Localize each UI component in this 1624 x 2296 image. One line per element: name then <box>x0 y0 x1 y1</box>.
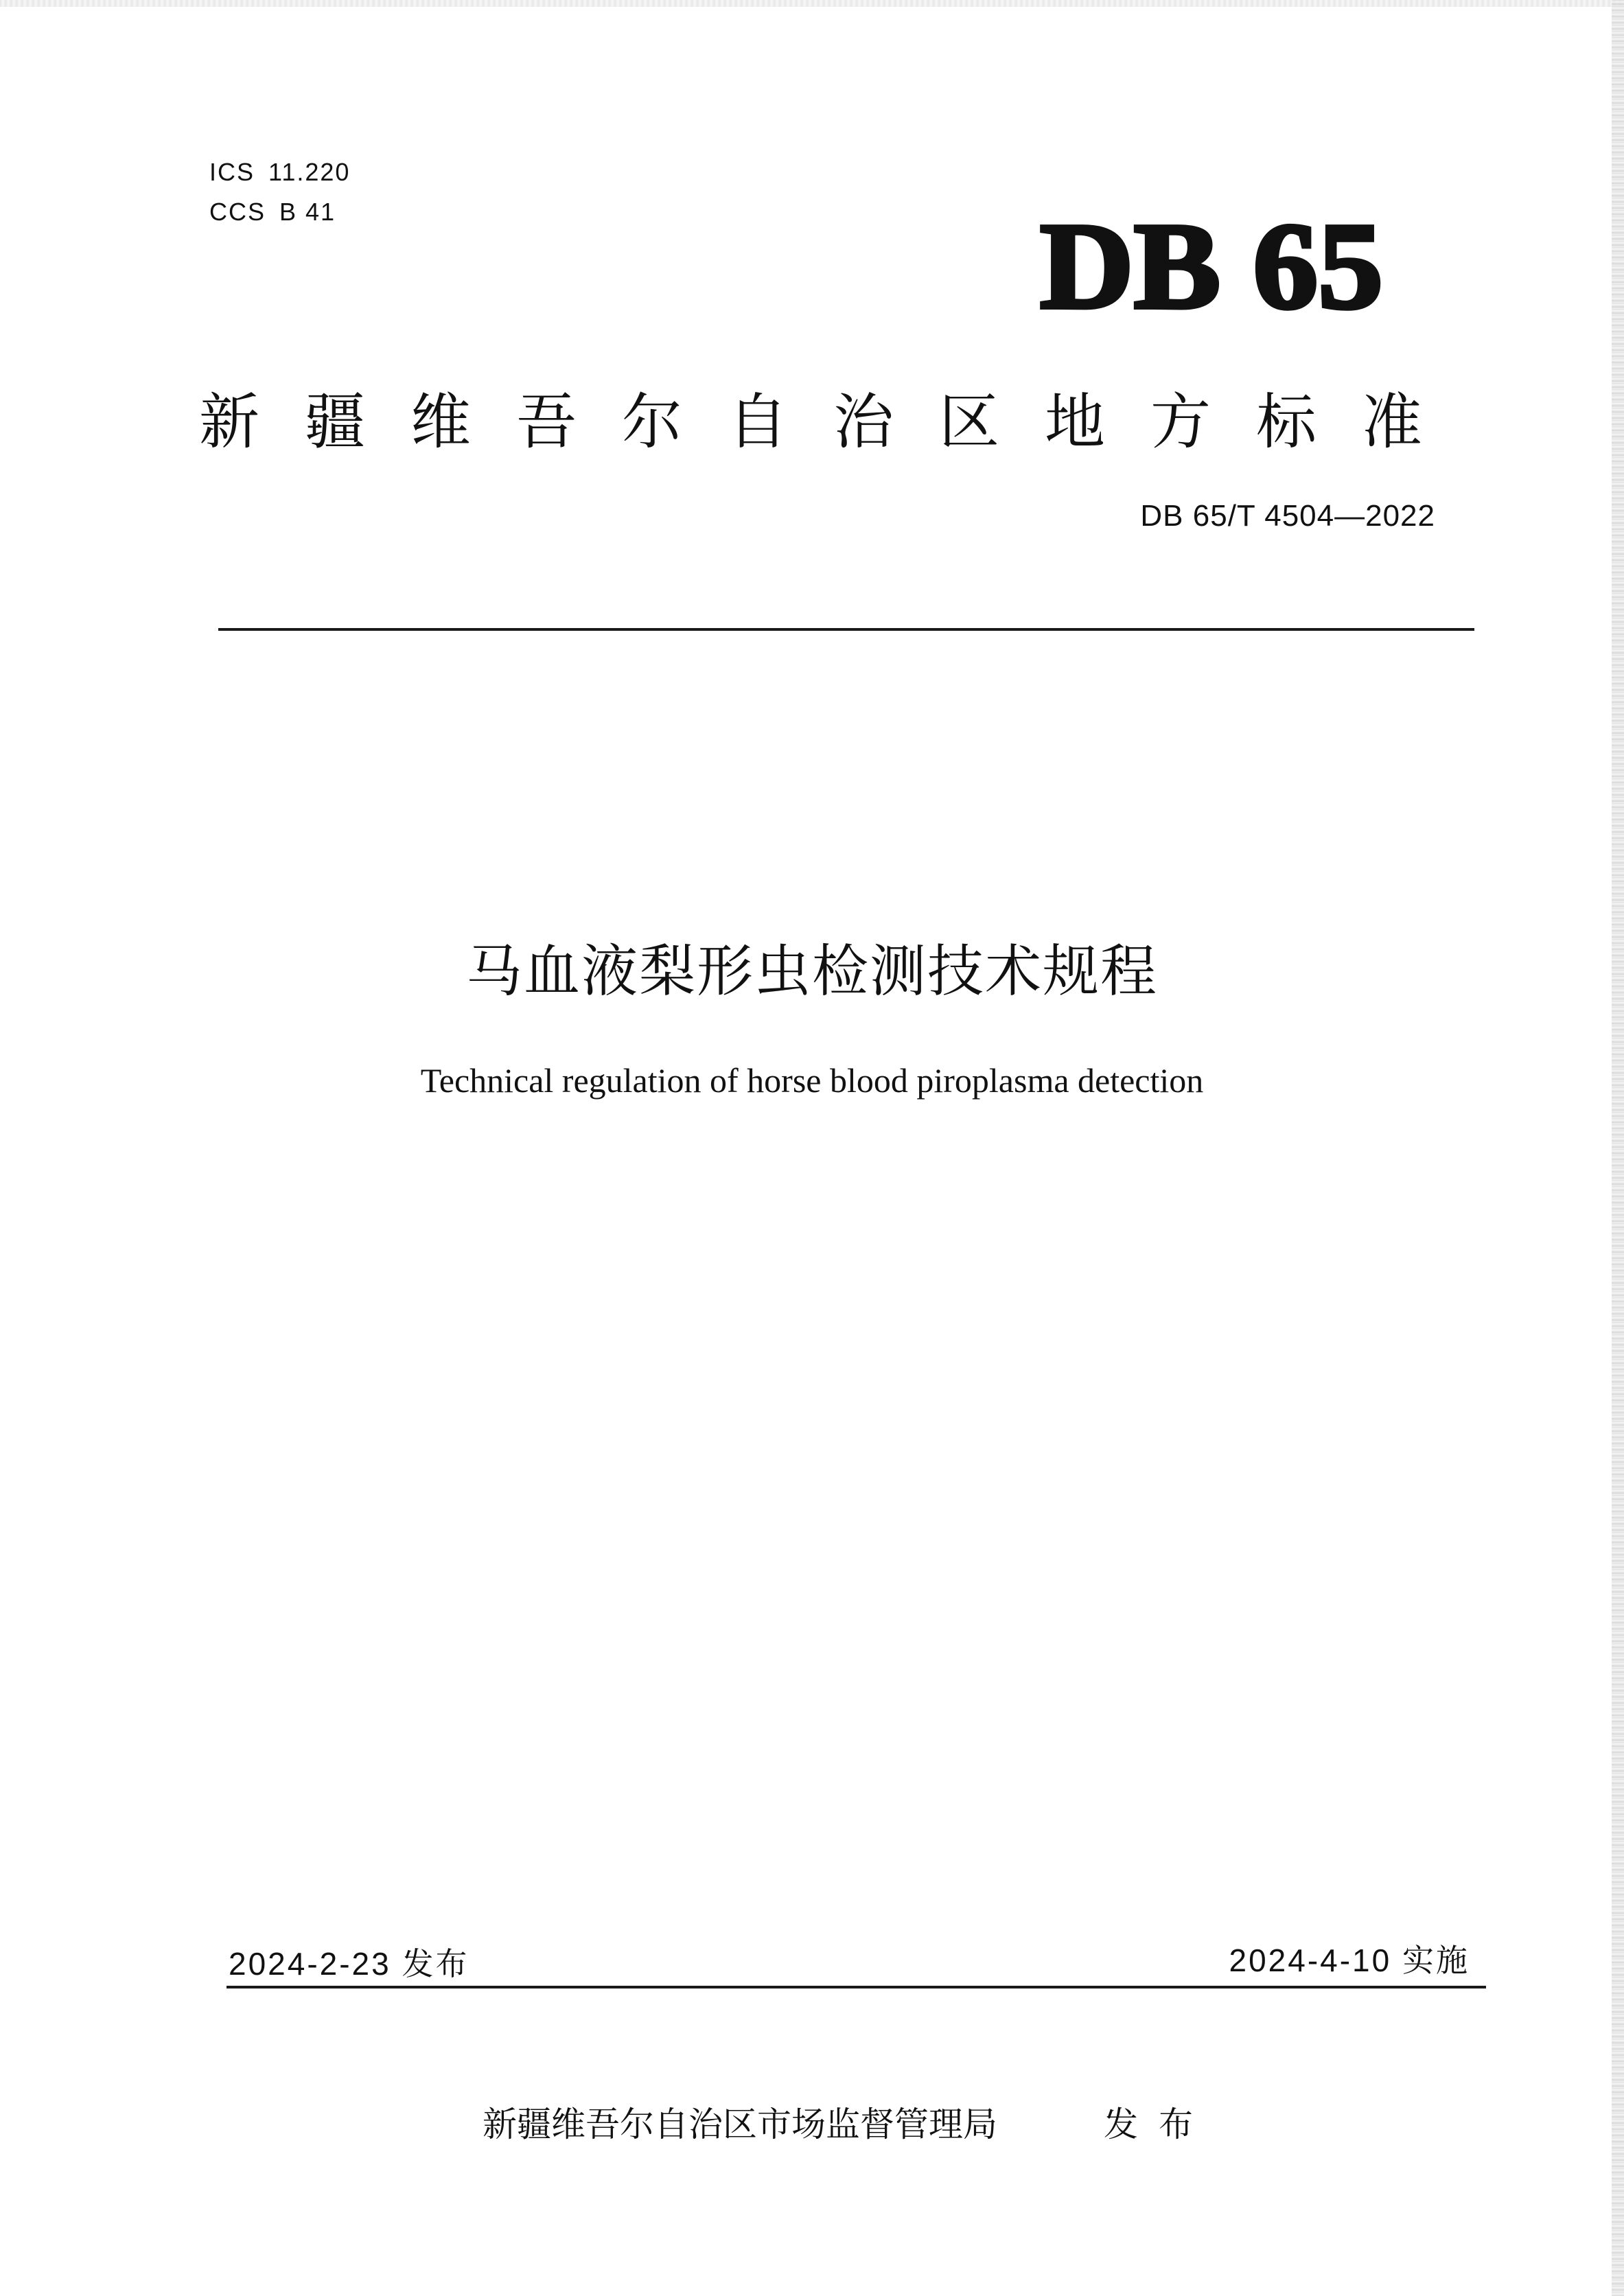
ics-code: 11.220 <box>268 158 351 186</box>
ics-label: ICS <box>209 158 255 186</box>
region-standard-title: 新疆维吾尔自治区地方标准 <box>199 386 1468 457</box>
footer-divider <box>227 1986 1486 1988</box>
standard-number: DB 65/T 4504—2022 <box>1140 499 1435 533</box>
scan-edge-top <box>0 0 1624 7</box>
english-title: Technical regulation of horse blood piroplasma detection <box>420 1061 1204 1100</box>
publish-date: 2024-2-23 发布 <box>229 1946 469 1982</box>
db65-logo <box>1040 206 1397 323</box>
chinese-title: 马血液梨形虫检测技术规程 <box>465 939 1158 1004</box>
ics-line <box>209 152 364 192</box>
classification-codes <box>209 152 364 232</box>
ccs-code: B 41 <box>279 198 336 226</box>
scan-edge-right <box>1612 0 1624 2296</box>
issue-action: 发布 <box>1104 2104 1214 2144</box>
ccs-label: CCS <box>209 198 266 226</box>
implement-date: 2024-4-10 实施 <box>1229 1943 1470 1978</box>
issuing-authority: 新疆维吾尔自治区市场监督管理局 <box>483 2104 997 2144</box>
header-divider <box>218 628 1474 631</box>
ccs-line <box>209 192 364 232</box>
db65-logo-text: DB 65 <box>1040 206 1383 323</box>
